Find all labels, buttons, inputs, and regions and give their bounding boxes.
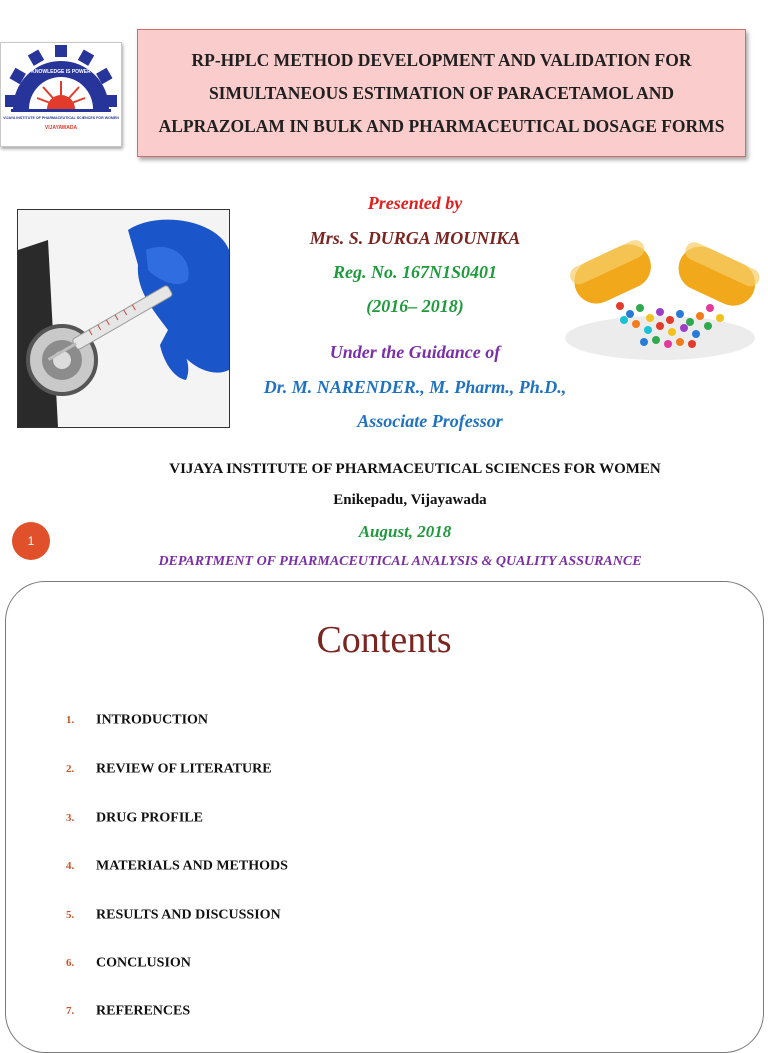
guide-designation: Associate Professor [357,411,503,431]
guidance-heading: Under the Guidance of [329,342,501,362]
registration-number: Reg. No. 167N1S0401 [332,262,497,282]
toc-number: 6. [66,957,75,970]
logo-institute-text: VIJAYA INSTITUTE OF PHARMACEUTICAL SCIENCES FOR WOMEN [3,116,119,120]
toc-item [66,760,272,780]
toc-label: INTRODUCTION [96,712,209,728]
title-line-2: SIMULTANEOUS ESTIMATION OF PARACETAMOL AND [208,82,675,103]
toc-number: 2. [66,763,75,776]
logo-arc-text: KNOWLEDGE IS POWER [31,69,91,75]
toc-number: 3. [66,812,75,825]
title-line-1: RP-HPLC METHOD DEVELOPMENT AND VALIDATION FOR [191,49,692,70]
toc-label: REVIEW OF LITERATURE [96,761,272,777]
presenter-name: Mrs. S. DURGA MOUNIKA [309,228,521,248]
toc-label: REFERENCES [96,1003,191,1019]
toc-number: 5. [66,909,75,922]
toc-number: 1. [66,714,75,727]
toc-item [66,809,203,829]
institute-logo [0,42,122,147]
logo-city-text: VIJAYAWADA [44,125,78,131]
toc-item [66,906,281,926]
presentation-date: August, 2018 [358,522,452,541]
guide-name: Dr. M. NARENDER., M. Pharm., Ph.D., [263,377,567,397]
years: (2016– 2018) [366,296,464,316]
institution-location: Enikepadu, Vijayawada [333,492,487,508]
toc-item [66,954,191,974]
toc-label: RESULTS AND DISCUSSION [96,907,281,923]
department-name: DEPARTMENT OF PHARMACEUTICAL ANALYSIS & QUALITY ASSURANCE [158,554,642,569]
toc-label: DRUG PROFILE [96,810,203,826]
toc-label: CONCLUSION [96,955,191,971]
page-number-badge: 1 [12,522,50,560]
toc-item [66,1002,190,1022]
toc-number: 4. [66,860,75,873]
syringe-image [17,209,230,428]
toc-number: 7. [66,1005,75,1018]
toc-label: MATERIALS AND METHODS [96,858,288,874]
presented-by-label: Presented by [367,193,463,213]
contents-title: Contents [316,619,452,661]
toc-item [66,711,208,731]
title-box [137,29,746,157]
institution-name: VIJAYA INSTITUTE OF PHARMACEUTICAL SCIENCES FOR WOMEN [169,461,661,477]
title-line-3: ALPRAZOLAM IN BULK AND PHARMACEUTICAL DOSAGE FORMS [158,115,725,136]
toc-item [66,857,288,877]
